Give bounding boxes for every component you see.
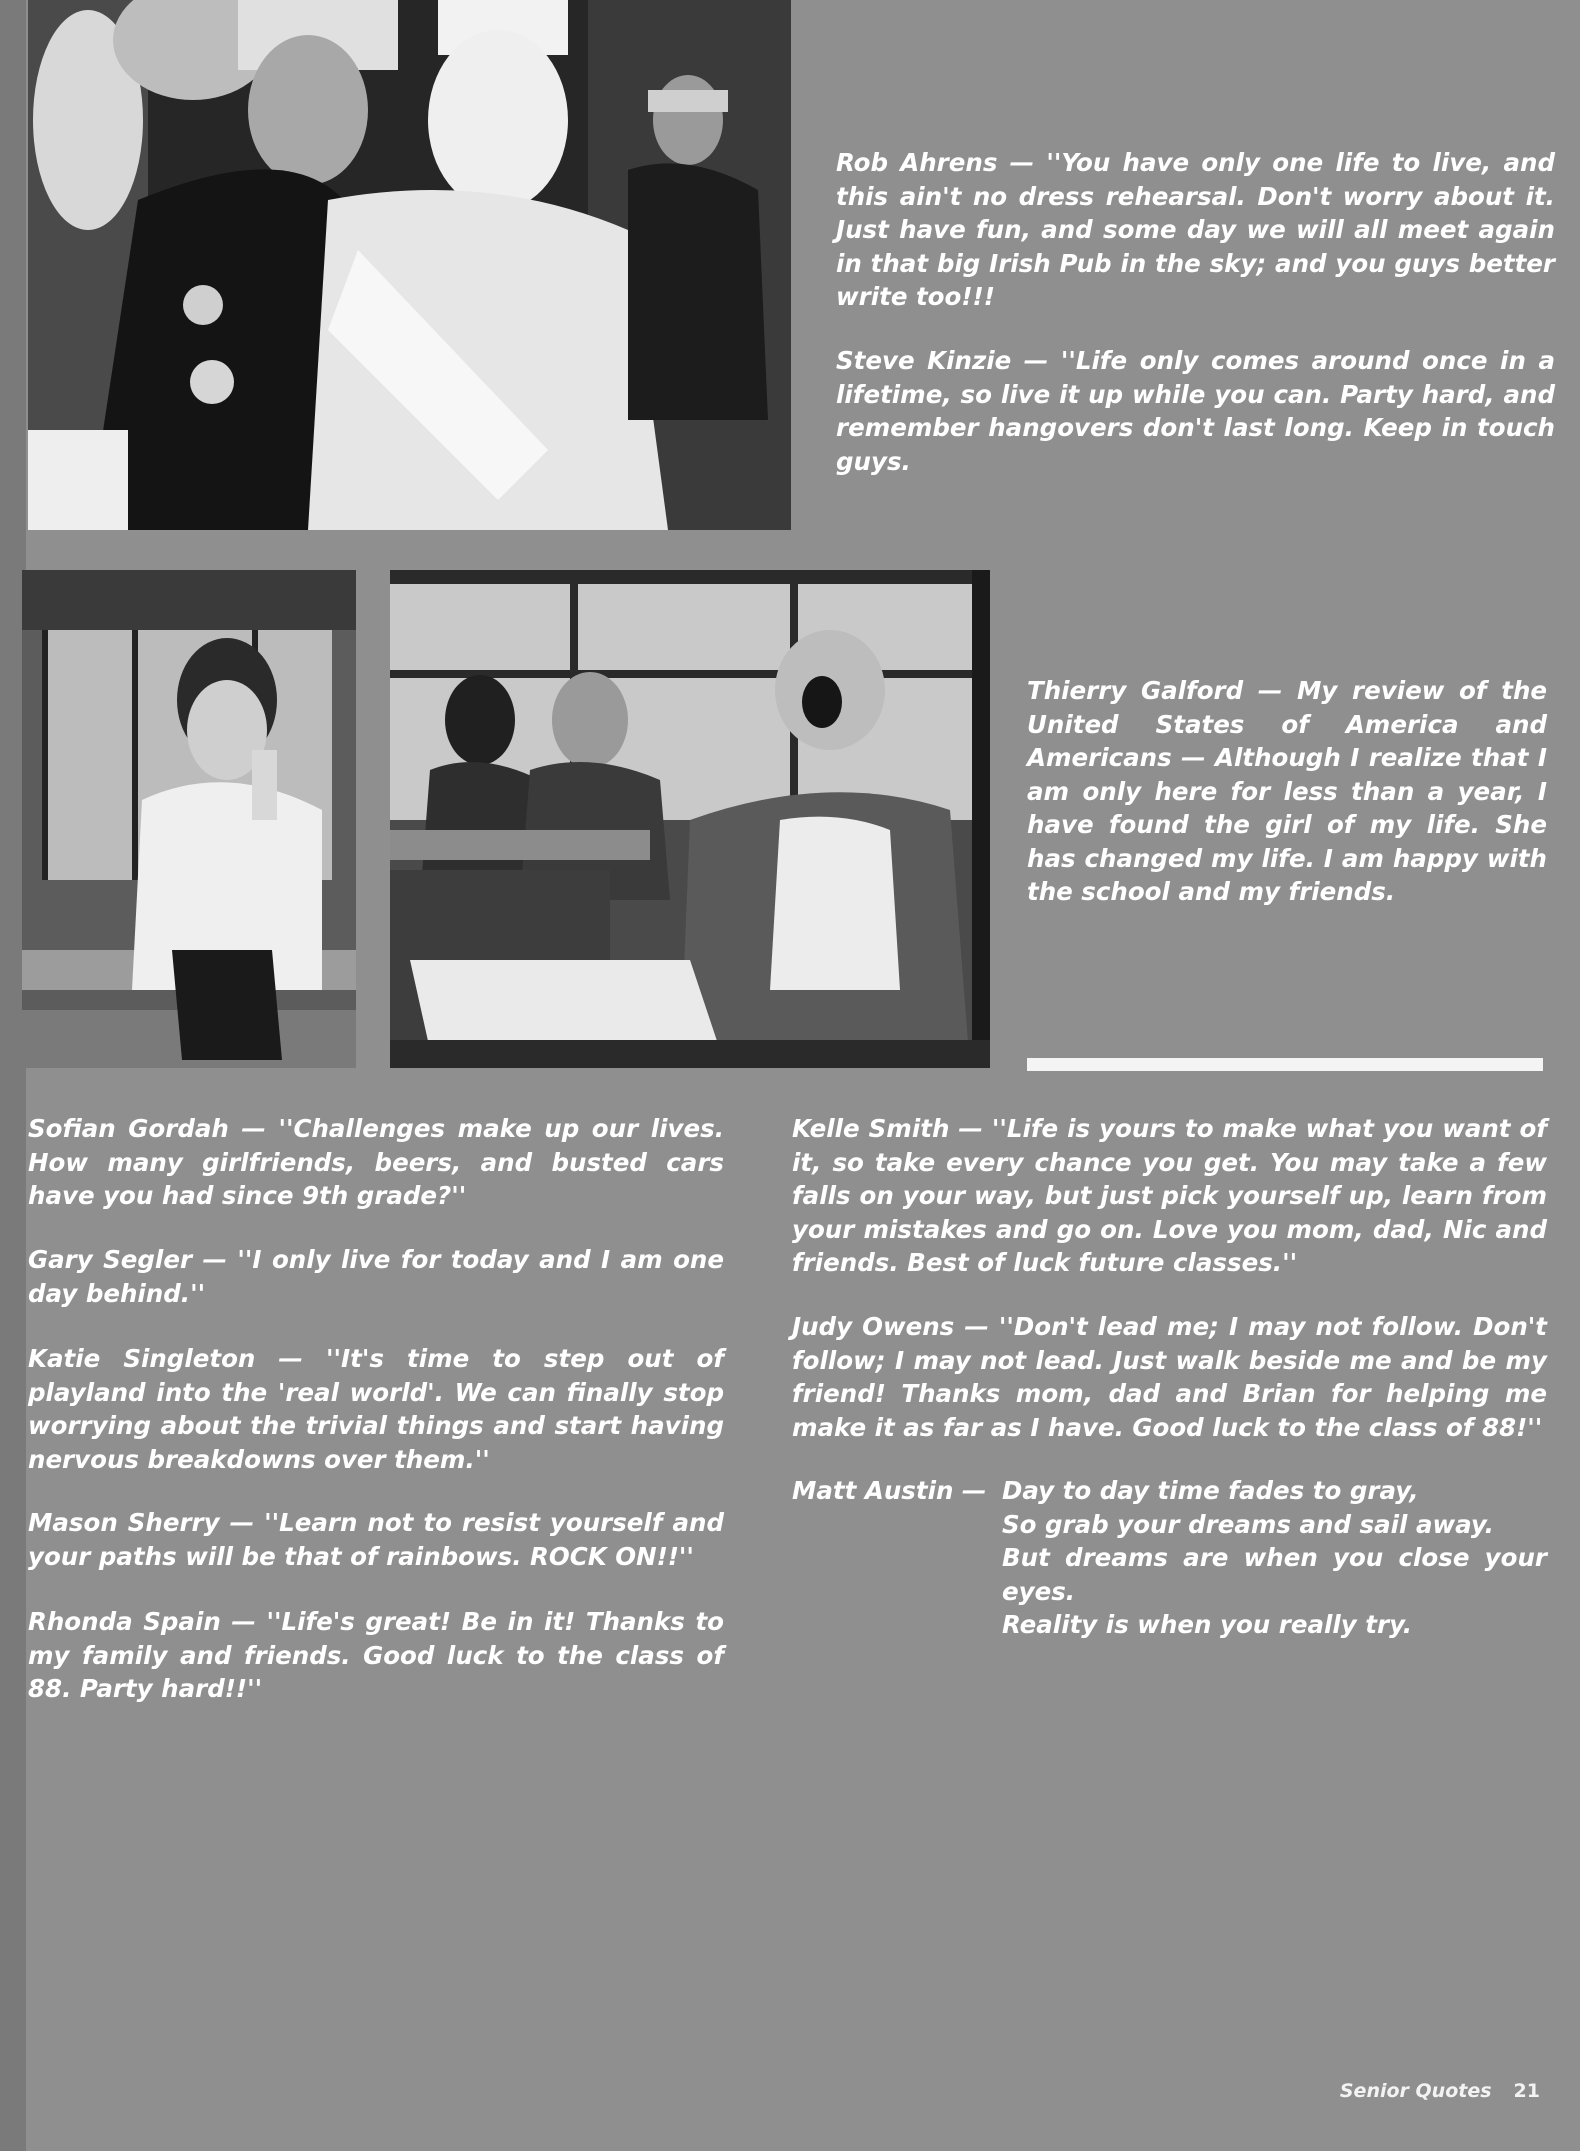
quote-kelle-smith: Kelle Smith — ''Life is yours to make what you want of it, so take every chance you get. You may take a few falls on your way, but just pick yourself up, learn from your mistakes and go on. Love you mom, dad, Nic and friends. Best of luck future classes.'': [792, 1114, 1547, 1277]
poem-author: Matt Austin —: [792, 1476, 987, 1505]
page-number: 21: [1513, 2080, 1540, 2102]
quote-steve-kinzie: Steve Kinzie — ''Life only comes around once in a lifetime, so live it up while you can. Party hard, and remember hangovers don't last long. Keep in touch guys.: [836, 346, 1555, 476]
quote-rob-ahrens: Rob Ahrens — ''You have only one life to live, and this ain't no dress rehearsal. Don't worry about it. Just have fun, and some day we will all meet again in that big Irish Pub in the sky; and you guys better write too!!!: [836, 148, 1555, 311]
quote-katie-singleton: Katie Singleton — ''It's time to step out of playland into the 'real world'. We can finally stop worrying about the trivial things and start having nervous breakdowns over them.'': [28, 1344, 724, 1474]
quote-mason-sherry: Mason Sherry — ''Learn not to resist yourself and your paths will be that of rainbows. ROCK ON!!'': [28, 1508, 724, 1571]
page-footer: [1340, 2080, 1540, 2102]
poem-line: Day to day time fades to gray,: [1002, 1476, 1419, 1505]
quote-thierry-galford: Thierry Galford — My review of the United States of America and Americans — Although I realize that I am only here for less than a year, I have found the girl of my life. She has changed my life. I am happy with the school and my friends.: [1027, 676, 1547, 906]
poem: [1002, 1474, 1547, 1642]
photo-pie-faced-students: [28, 0, 791, 530]
page-binding-edge: [0, 0, 26, 2151]
poem-line: eyes.: [1002, 1576, 1076, 1606]
footer-section-title: Senior Quotes: [1339, 2080, 1492, 2102]
quote-gary-segler: Gary Segler — ''I only live for today and I am one day behind.'': [28, 1245, 724, 1308]
photo-student-at-desk: [22, 570, 356, 1068]
poem-line: But dreams are when you close your: [1002, 1543, 1547, 1572]
quote-judy-owens: Judy Owens — ''Don't lead me; I may not follow. Don't follow; I may not lead. Just walk beside me and be my friend! Thanks mom, dad and Brian for helping me make it as far as I have. Good luck to the class of 88!'': [792, 1312, 1547, 1442]
quote-sofian-gordah: Sofian Gordah — ''Challenges make up our lives. How many girlfriends, beers, and busted cars have you had since 9th grade?'': [28, 1114, 724, 1210]
quote-rhonda-spain: Rhonda Spain — ''Life's great! Be in it! Thanks to my family and friends. Good luck to the class of 88. Party hard!!'': [28, 1607, 724, 1703]
poem-line: Reality is when you really try.: [1002, 1610, 1413, 1639]
divider-rule: [1027, 1058, 1543, 1071]
poem-line: So grab your dreams and sail away.: [1002, 1509, 1494, 1539]
photo-yawning-student: [390, 570, 990, 1068]
